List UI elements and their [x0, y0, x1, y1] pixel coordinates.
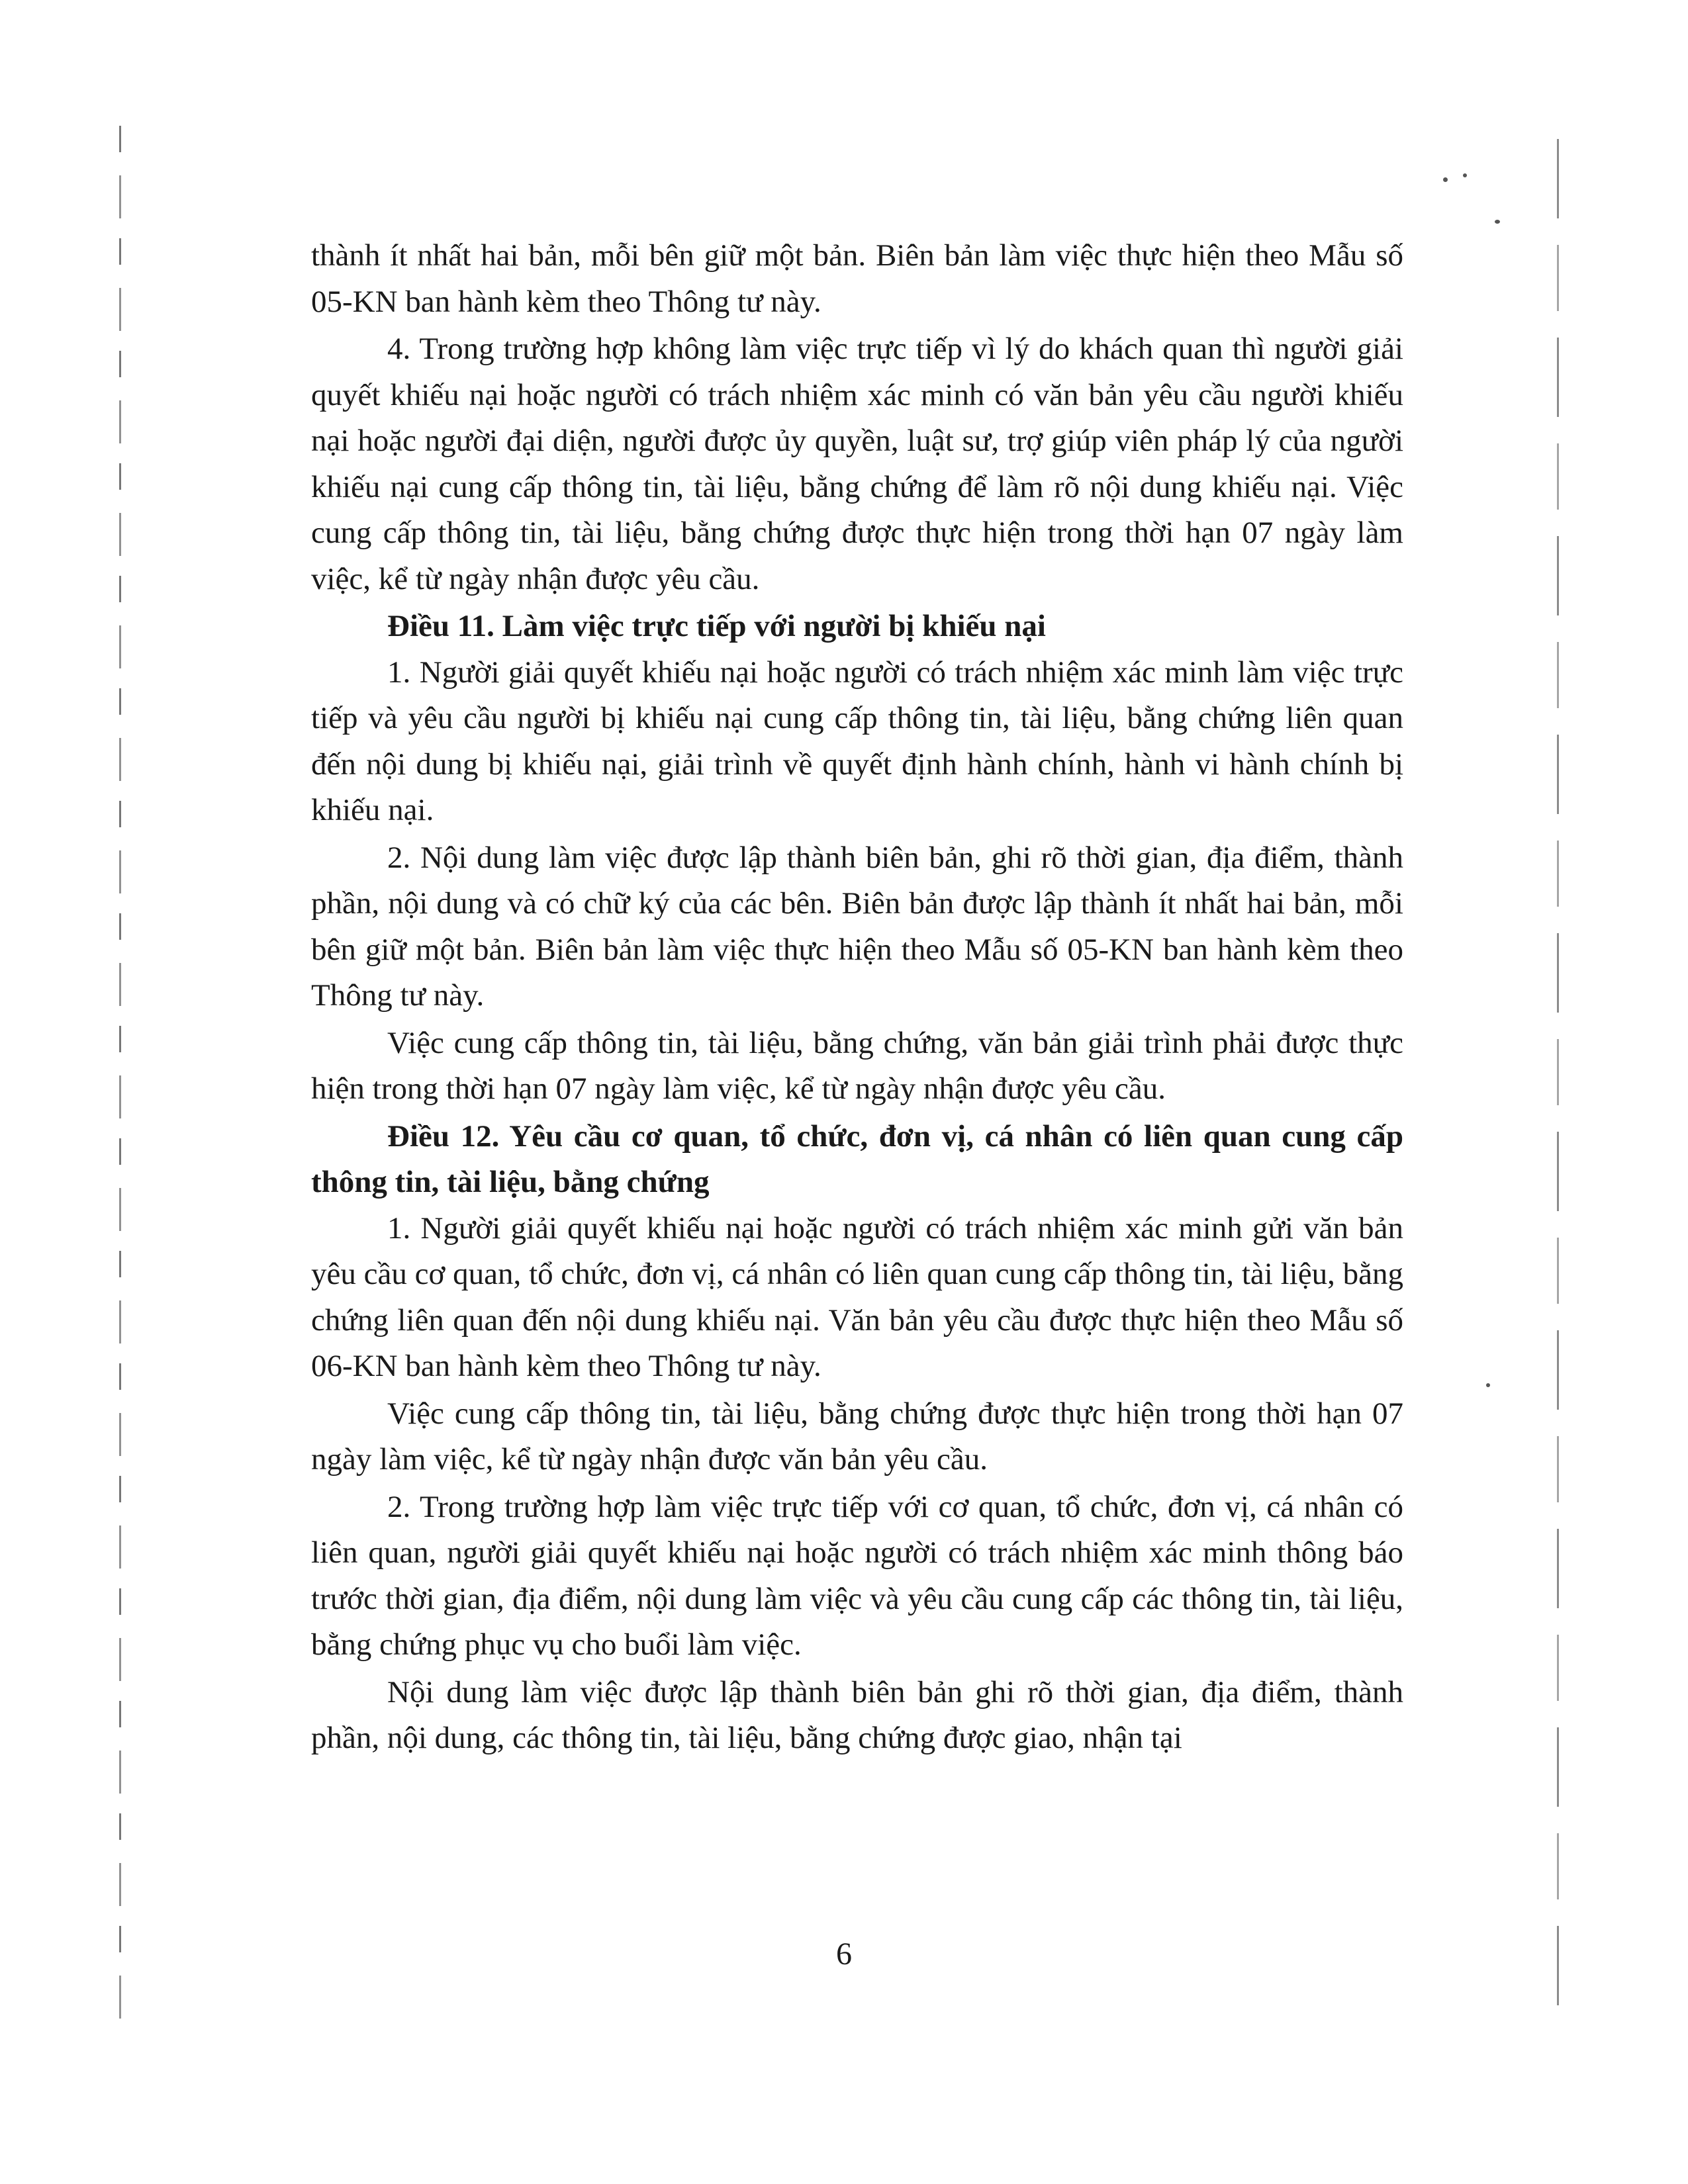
- document-body: [311, 233, 1403, 1762]
- page-number: 6: [836, 1936, 852, 1972]
- scan-edge-right: [1557, 139, 1559, 2012]
- article-11-clause-1: 1. Người giải quyết khiếu nại hoặc người có trách nhiệm xác minh làm việc trực tiếp và yêu cầu người bị khiếu nại cung cấp thông tin, tài liệu, bằng chứng liên quan đến nội dung bị khiếu nại, giải trình về quyết định hành chính, hành vi hành chính bị khiếu nại.: [311, 655, 1403, 827]
- article-11-heading: Điều 11. Làm việc trực tiếp với người bị khiếu nại: [387, 609, 1046, 643]
- article-11-clause-2: 2. Nội dung làm việc được lập thành biên bản, ghi rõ thời gian, địa điểm, thành phần, nội dung và có chữ ký của các bên. Biên bản được lập thành ít nhất hai bản, mỗi bên giữ một bản. Biên bản làm việc thực hiện theo Mẫu số 05-KN ban hành kèm theo Thông tư này.: [311, 840, 1403, 1013]
- article-12-deadline-paragraph: Việc cung cấp thông tin, tài liệu, bằng chứng được thực hiện trong thời hạn 07 ngày làm việc, kể từ ngày nhận được văn bản yêu cầu.: [311, 1396, 1403, 1477]
- scan-speck: [1486, 1383, 1490, 1387]
- scan-speck: [1443, 177, 1448, 182]
- article-11-deadline-paragraph: Việc cung cấp thông tin, tài liệu, bằng chứng, văn bản giải trình phải được thực hiện trong thời hạn 07 ngày làm việc, kể từ ngày nhận được yêu cầu.: [311, 1025, 1403, 1106]
- scan-speck: [1495, 220, 1500, 224]
- scan-speck: [1463, 173, 1467, 177]
- article-12-clause-1: 1. Người giải quyết khiếu nại hoặc người có trách nhiệm xác minh gửi văn bản yêu cầu cơ quan, tổ chức, đơn vị, cá nhân có liên quan cung cấp thông tin, tài liệu, bằng chứng liên quan đến nội dung khiếu nại. Văn bản yêu cầu được thực hiện theo Mẫu số 06-KN ban hành kèm theo Thông tư này.: [311, 1210, 1403, 1383]
- article-12-minutes-paragraph: Nội dung làm việc được lập thành biên bản ghi rõ thời gian, địa điểm, thành phần, nội dung, các thông tin, tài liệu, bằng chứng được giao, nhận tại: [311, 1674, 1403, 1755]
- paragraph-clause-4: 4. Trong trường hợp không làm việc trực tiếp vì lý do khách quan thì người giải quyết khiếu nại hoặc người có trách nhiệm xác minh có văn bản yêu cầu người khiếu nại hoặc người đại diện, người được ủy quyền, luật sư, trợ giúp viên pháp lý của người khiếu nại cung cấp thông tin, tài liệu, bằng chứng để làm rõ nội dung khiếu nại. Việc cung cấp thông tin, tài liệu, bằng chứng được thực hiện trong thời hạn 07 ngày làm việc, kể từ ngày nhận được yêu cầu.: [311, 332, 1403, 596]
- paragraph-continuation: thành ít nhất hai bản, mỗi bên giữ một bản. Biên bản làm việc thực hiện theo Mẫu số 05-KN ban hành kèm theo Thông tư này.: [311, 238, 1403, 319]
- article-12-heading: Điều 12. Yêu cầu cơ quan, tổ chức, đơn vị, cá nhân có liên quan cung cấp thông tin, tài liệu, bằng chứng: [311, 1118, 1403, 1199]
- article-12-clause-2: 2. Trong trường hợp làm việc trực tiếp với cơ quan, tổ chức, đơn vị, cá nhân có liên quan, người giải quyết khiếu nại hoặc người có trách nhiệm xác minh thông báo trước thời gian, địa điểm, nội dung làm việc và yêu cầu cung cấp các thông tin, tài liệu, bằng chứng phục vụ cho buổi làm việc.: [311, 1489, 1403, 1662]
- scan-edge-left: [119, 126, 121, 2025]
